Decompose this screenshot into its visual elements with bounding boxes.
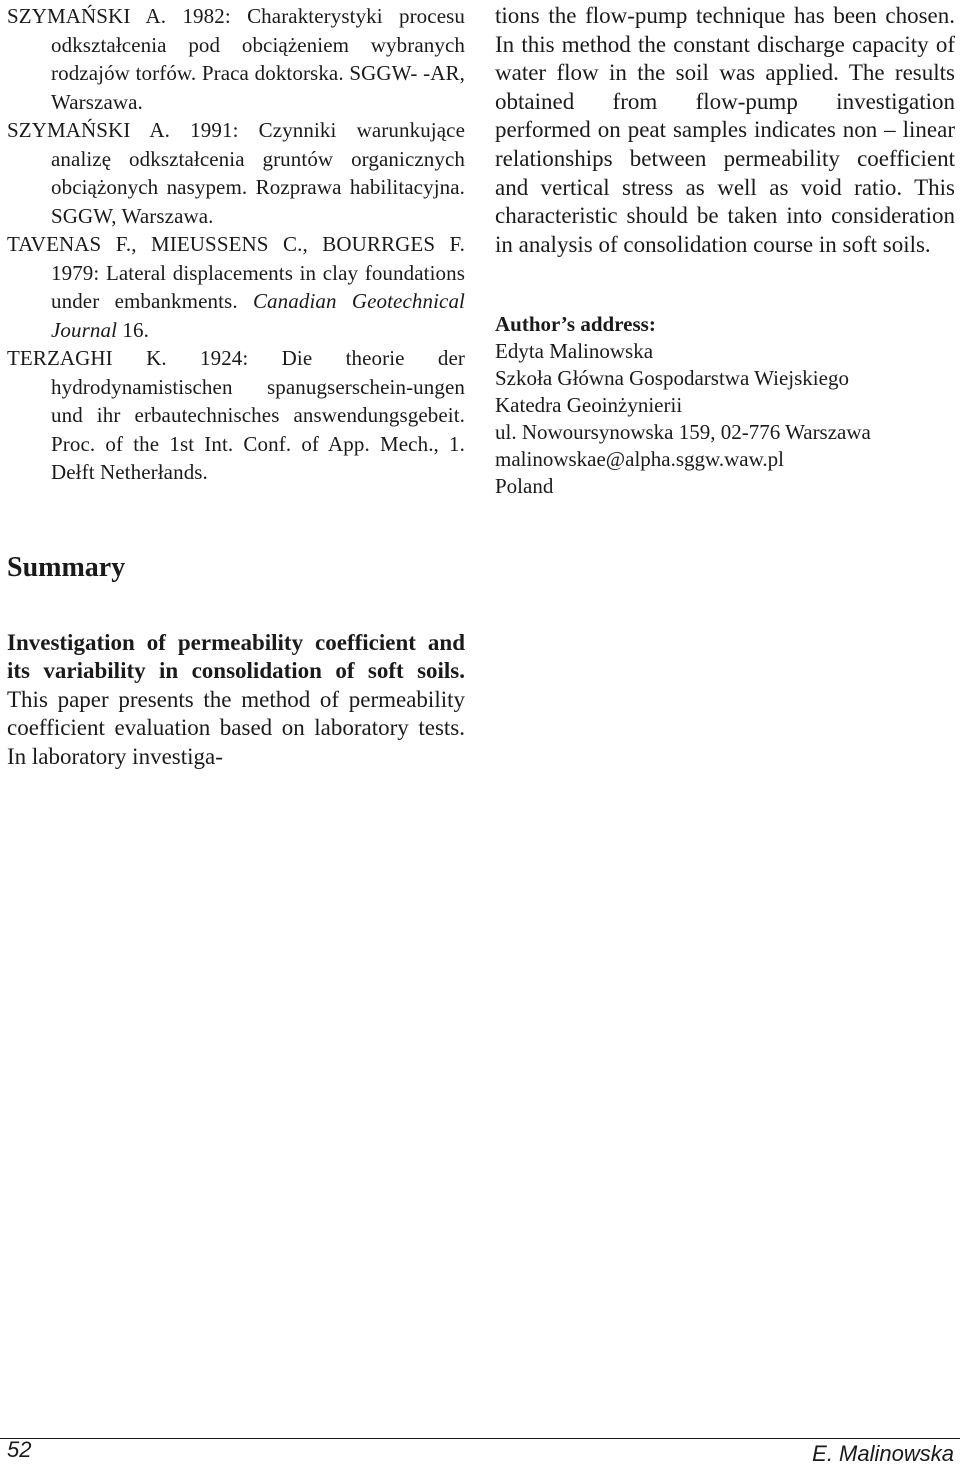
summary-text-right: tions the flow-pump technique has been chosen. In this method the constant discharge capacity of water flow in the soil was applied. The results obtained from flow-pump investigation performed on peat samples indicates non – linear relationships between permeability coefficient and vertical stress as well as void ratio. This characteristic should be taken into consideration in analysis of consolidation course in soft soils. [495,3,955,257]
reference-item [7,230,465,344]
address-heading: Author’s address: [495,312,656,337]
right-column [495,2,955,500]
address-institution: Szkoła Główna Gospodarstwa Wiejskiego [495,366,849,391]
page-number: 52 [7,1437,32,1462]
address-department: Katedra Geoinżynierii [495,393,683,418]
address-email: malinowskae@alpha.sggw.waw.pl [495,447,784,472]
summary-title: Investigation of permeability coefficient and its variability in consolidation of soft soils. [7,629,465,684]
journal-name: Canadian Geotechnical Journal [51,289,465,342]
reference-item: SZYMAŃSKI A. 1982: Charakterystyki procesu odkształcenia pod obciążeniem wybranych rodzajów torfów. Praca doktorska. SGGW- -AR, Warszawa. [7,4,465,114]
address-street: ul. Nowoursynowska 159, 02-776 Warszawa [495,420,871,445]
address-name: Edyta Malinowska [495,339,654,364]
author-address [495,311,955,500]
reference-item: TERZAGHI K. 1924: Die theorie der hydrodynamistischen spanugserschein-ungen und ihr erbautechnisches answendungsgebeit. Proc. of the 1st Int. Conf. of App. Mech., 1. Dełft Netherłands. [7,346,465,484]
reference-text: TAVENAS F., MIEUSSENS C., BOURRGES F. 1979: Lateral displacements in clay foundations under embankments. [7,232,465,313]
address-country: Poland [495,474,554,499]
footer-rule [0,1438,960,1439]
summary-text-left: This paper presents the method of permeability coefficient evaluation based on laboratory tests. In laboratory investiga- [7,686,465,769]
left-column [7,2,465,771]
summary-heading: Summary [7,551,126,583]
reference-volume: 16. [117,317,149,342]
references-list [7,2,465,487]
footer-author: E. Malinowska [812,1441,954,1466]
reference-item: SZYMAŃSKI A. 1991: Czynniki warunkujące analizę odkształcenia gruntów organicznych obciążonych nasypem. Rozprawa habilitacyjna. SGGW, Warszawa. [7,118,465,228]
summary-paragraph [7,629,465,772]
